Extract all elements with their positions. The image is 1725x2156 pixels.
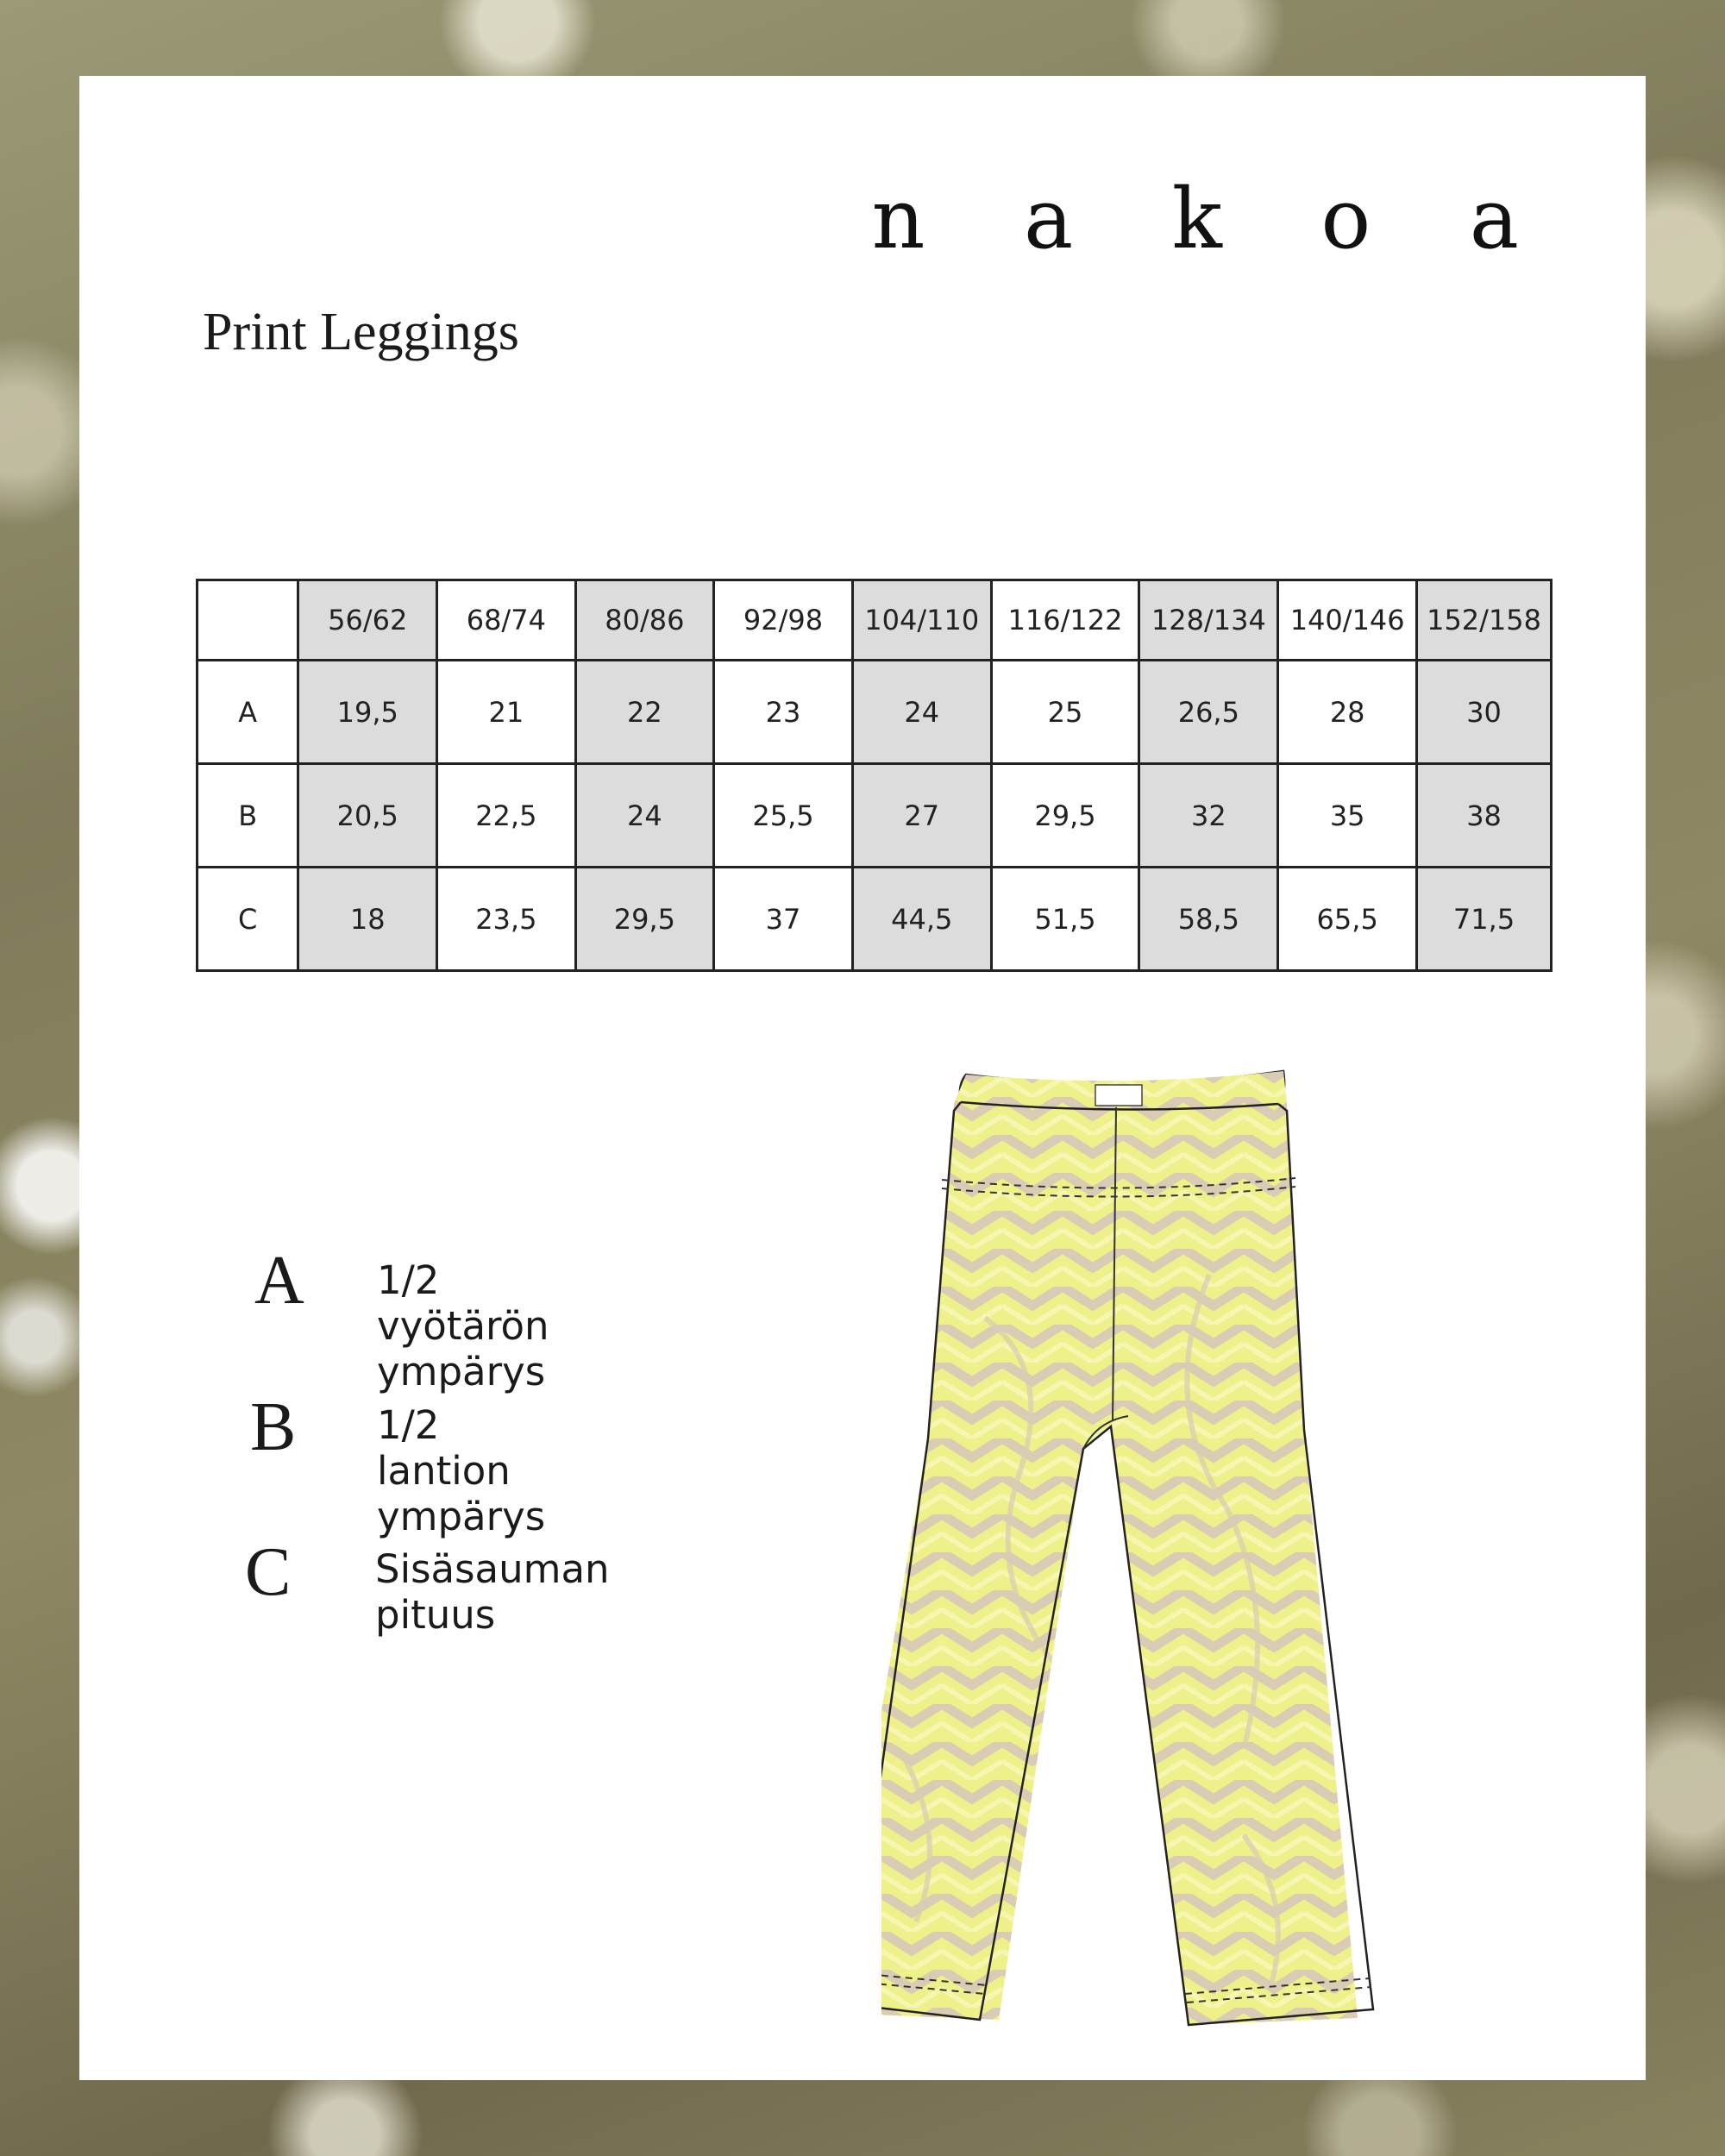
measure-cell: 29,5 (991, 764, 1139, 868)
size-table (196, 579, 1552, 972)
measure-cell: 58,5 (1139, 868, 1278, 971)
size-header: 104/110 (852, 580, 991, 661)
measure-cell: 29,5 (575, 868, 714, 971)
measure-cell: 23 (714, 661, 853, 764)
table-row (198, 661, 1552, 764)
legend-letter-b: B (250, 1389, 297, 1465)
measure-cell: 23,5 (437, 868, 576, 971)
table-row (198, 868, 1552, 971)
measure-cell: 25,5 (714, 764, 853, 868)
row-label: B (198, 764, 298, 868)
size-header: 68/74 (437, 580, 576, 661)
legend-letter-c: C (245, 1534, 292, 1610)
measure-cell: 51,5 (991, 868, 1139, 971)
measure-cell: 27 (852, 764, 991, 868)
size-header-row (198, 580, 1552, 661)
measure-cell: 21 (437, 661, 576, 764)
measure-cell: 38 (1417, 764, 1552, 868)
size-header: 152/158 (1417, 580, 1552, 661)
size-header: 56/62 (298, 580, 437, 661)
measure-cell: 71,5 (1417, 868, 1552, 971)
measure-cell: 22,5 (437, 764, 576, 868)
legend-text-b: 1/2 lantion ympärys (377, 1402, 546, 1539)
measure-cell: 26,5 (1139, 661, 1278, 764)
measure-cell: 18 (298, 868, 437, 971)
legend-text-a: 1/2 vyötärön ympärys (377, 1257, 549, 1395)
size-header: 140/146 (1278, 580, 1417, 661)
measure-cell: 65,5 (1278, 868, 1417, 971)
measure-cell: 20,5 (298, 764, 437, 868)
measure-cell: 35 (1278, 764, 1417, 868)
legend-text-c: Sisäsauman pituus (375, 1546, 610, 1638)
table-row (198, 764, 1552, 868)
size-header: 80/86 (575, 580, 714, 661)
brand-tag-icon (1095, 1085, 1142, 1106)
size-header: 92/98 (714, 580, 853, 661)
measure-cell: 19,5 (298, 661, 437, 764)
size-chart-card (79, 76, 1646, 2080)
row-label: A (198, 661, 298, 764)
leggings-illustration (881, 1059, 1502, 2081)
measure-cell: 24 (575, 764, 714, 868)
legend-letter-a: A (254, 1243, 304, 1319)
measure-cell: 28 (1278, 661, 1417, 764)
measure-cell: 25 (991, 661, 1139, 764)
measure-cell: 37 (714, 868, 853, 971)
row-label: C (198, 868, 298, 971)
measure-cell: 44,5 (852, 868, 991, 971)
brand-logo: n a k o a (871, 171, 1555, 267)
size-header: 116/122 (991, 580, 1139, 661)
measure-cell: 30 (1417, 661, 1552, 764)
size-header: 128/134 (1139, 580, 1278, 661)
measure-cell: 32 (1139, 764, 1278, 868)
corner-cell (198, 580, 298, 661)
page-title: Print Leggings (203, 303, 519, 361)
measure-cell: 24 (852, 661, 991, 764)
measure-cell: 22 (575, 661, 714, 764)
